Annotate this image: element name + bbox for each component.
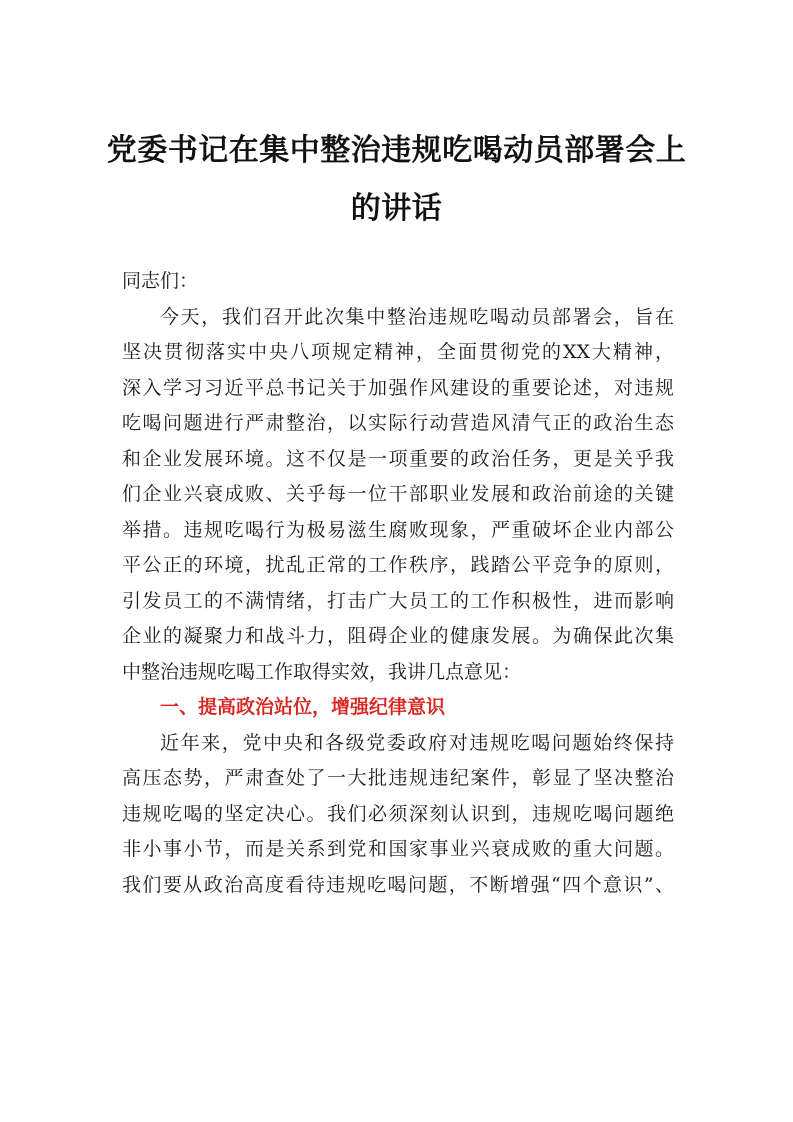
title-line-2: 的讲话 bbox=[350, 191, 443, 226]
salutation: 同志们： bbox=[122, 270, 199, 292]
paragraph-1-line: 和企业发展环境。这不仅是一项重要的政治任务，更是关乎我 bbox=[122, 447, 674, 470]
paragraph-2-line: 违规吃喝的坚定决心。我们必须深刻认识到，违规吃喝问题绝 bbox=[122, 802, 674, 825]
paragraph-2-line: 高压态势，严肃查处了一大批违规违纪案件，彰显了坚决整治 bbox=[122, 767, 674, 789]
paragraph-2-line: 非小事小节，而是关系到党和国家事业兴衰成败的重大问题。 bbox=[122, 838, 674, 860]
paragraph-1-line: 吃喝问题进行严肃整治，以实际行动营造风清气正的政治生态 bbox=[122, 412, 674, 434]
paragraph-1-line: 坚决贯彻落实中央八项规定精神，全面贯彻党的XX大精神， bbox=[122, 341, 674, 363]
paragraph-1-line: 们企业兴衰成败、关乎每一位干部职业发展和政治前途的关键 bbox=[122, 483, 674, 505]
paragraph-1-line: 今天，我们召开此次集中整治违规吃喝动员部署会，旨在 bbox=[160, 305, 674, 328]
paragraph-1-line: 中整治违规吃喝工作取得实效，我讲几点意见： bbox=[122, 660, 522, 683]
document-title bbox=[100, 122, 693, 238]
title-line-1: 党委书记在集中整治违规吃喝动员部署会上 bbox=[106, 133, 687, 168]
paragraph-1-line: 企业的凝聚力和战斗力，阻碍企业的健康发展。为确保此次集 bbox=[122, 625, 674, 647]
document-body bbox=[122, 264, 674, 903]
paragraph-1-line: 举措。违规吃喝行为极易滋生腐败现象，严重破坏企业内部公 bbox=[122, 518, 674, 541]
paragraph-2-line: 我们要从政治高度看待违规吃喝问题，不断增强“四个意识”、 bbox=[122, 873, 674, 896]
section-heading-1: 一、提高政治站位，增强纪律意识 bbox=[160, 696, 446, 718]
paragraph-1-line: 深入学习习近平总书记关于加强作风建设的重要论述，对违规 bbox=[122, 376, 674, 399]
paragraph-1-line: 平公正的环境，扰乱正常的工作秩序，践踏公平竞争的原则， bbox=[122, 554, 674, 576]
paragraph-1-line: 引发员工的不满情绪，打击广大员工的工作积极性，进而影响 bbox=[122, 589, 674, 612]
paragraph-2-line: 近年来，党中央和各级党委政府对违规吃喝问题始终保持 bbox=[160, 731, 674, 754]
